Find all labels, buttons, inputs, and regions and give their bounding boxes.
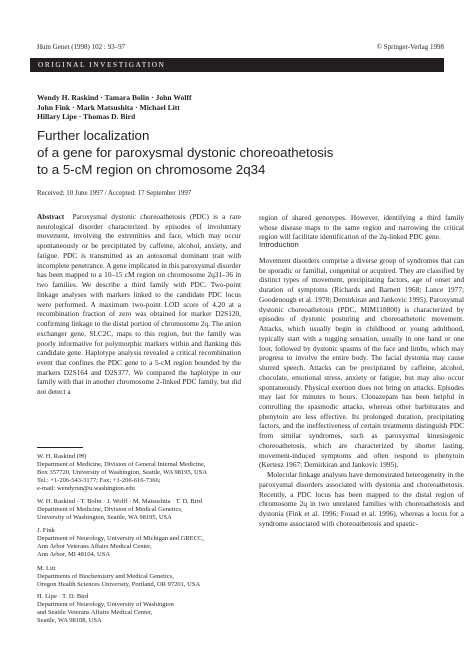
abstract-continued-text: region of shared genotypes. However, identifying a third family whose disease maps to the same region and narrowing the critical region will facilitate identification of the 2q-linked PDC gene. (259, 213, 464, 242)
affiliation-line: Ann Arbor, MI 48104, USA (37, 551, 111, 559)
affiliation-line: Department of Medicine, Division of Medical Genetics, (37, 506, 183, 514)
affiliation-block (37, 565, 241, 589)
affiliation-block (37, 593, 241, 625)
journal-citation: Hum Genet (1998) 102 : 93–97 (37, 43, 126, 51)
abstract-continued (259, 213, 464, 242)
footnote-divider (37, 447, 83, 448)
affiliation-line: Department of Neurology, University of Washington (37, 601, 174, 609)
title-line: to a 5-cM region on chromosome 2q34 (37, 162, 266, 177)
affiliation-line: Ann Arbor Veterans Affairs Medical Center, (37, 543, 152, 551)
author-list (37, 93, 192, 122)
affiliation-line: Seattle, WA 98108, USA (37, 617, 102, 625)
affiliation-line: Department of Medicine, Division of General Internal Medicine, (37, 461, 206, 469)
abstract (37, 212, 241, 397)
title-line: of a gene for paroxysmal dystonic choreoathetosis (37, 145, 334, 160)
affiliation-block (37, 527, 241, 559)
article-title (37, 127, 333, 178)
affiliation-block (37, 453, 241, 493)
received-dates: Received: 10 June 1997 / Accepted: 17 September 1997 (37, 190, 192, 197)
affiliation-line: Box 357720, University of Washington, Seattle, WA 98195, USA (37, 469, 208, 477)
affiliation-line: W. H. Raskind (✉) (37, 453, 87, 460)
section-banner: ORIGINAL INVESTIGATION (30, 58, 444, 72)
affiliation-line: H. Lipe · T. D. Bird (37, 593, 89, 600)
affiliation-line: and Seattle Veterans Affairs Medical Center, (37, 609, 153, 617)
title-line: Further localization (37, 128, 150, 143)
publisher-copyright: © Springer-Verlag 1998 (376, 43, 444, 51)
intro-paragraph: Molecular linkage analyses have demonstrated heterogeneity in the paroxysmal disorders associated with dystonia and choreoathetosis. Recently, a PDC locus has been mapped to the distal region of chromosome 2q in two unrelated families with choreoathetosis and dystonia (Fink et al. 1996; Fouad et al. 1996), whereas a locus for a syndrome associated with choreoathetosis and spastic- (259, 470, 464, 528)
affiliation-line: Tel.: +1-206-543-3177; Fax: +1-206-616-7366; (37, 477, 161, 485)
affiliation-line: Departments of Biochemistry and Medical Genetics, (37, 573, 174, 581)
abstract-text: Paroxysmal dystonic choreoathetosis (PDC) is a rare neurological disorder characterized by episodes of involuntary movement, involving the extremities and face, which may occur spontaneously or be precipitated by caffeine, alcohol, anxiety, and fatigue. PDC is transmitted as an autosomal dominant trait with incomplete penetrance. A gene implicated in this paroxysmal disorder has been mapped to a 10–15 cM region on chromosome 2q31–36 in two families. We describe a third family with PDC. Two-point linkage analyses with markers linked to the candidate PDC locus were performed. A maximum two-point LOD score of 4.20 at a recombination fraction of zero was obtained for marker D2S120, confirming linkage to the distal portion of chromosome 2q. The anion exchanger gene, SLC2C, maps to this region, but the family was poorly informative for polymorphic markers within and flanking this candidate gene. Haplotype analysis revealed a critical recombination event that confines the PDC gene to a 5-cM region bounded by the markers D2S164 and D2S377. We compared the haplotype in our family with that in another chromosome 2-linked PDC family, but did not detect a (37, 212, 242, 397)
affiliation-block (37, 498, 241, 522)
introduction-body (259, 256, 464, 529)
affiliation-line: W. H. Raskind · T. Bolin · J. Wolff · M. Matsushita · T. D. Bird (37, 498, 202, 505)
intro-paragraph: Movement disorders comprise a diverse group of syndromes that can be sporadic or familial, congenital or acquired. They are classified by distinct types of movement, precipitating factors, age of onset and duration of symptoms (Richards and Barnett 1968; Lance 1977; Goodenough et al. 1978; Demirkiran and Jankovic 1995). Paroxysmal dystonic choreoathetosis (PDC, MIM118800) is characterized by episodes of dystonic posturing and choreoathetotic movement. Attacks, which usually begin in childhood or young adulthood, typically start with a tugging sensation, usually in one hand or one foot, followed by dystonic spasms of the face and limbs, which may progress to involve the entire body. The facial dystonia may cause slurred speech. Attacks can be precipitated by caffeine, alcohol, chocolate, emotional stress, anxiety or fatigue, but may also occur spontaneously. Physical exertion does not bring on attacks. Episodes may last for minutes to hours. Clonazepam has been helpful in controlling the spasmodic attacks, whereas other barbiturates and phenytoin are less effective. Its prolonged duration, precipitating factors, and the ineffectiveness of certain treatments distinguish PDC from similar syndromes, such as paroxysmal kinesiogenic choreoathetosis, which are characterized by shorter lasting, movement-induced symptoms and often respond to phenytoin (Kertesz 1967; Demirkiran and Jankovic 1995). (259, 256, 464, 470)
affiliation-line: Department of Neurology, University of Michigan and GRECC, (37, 535, 204, 543)
introduction-heading: Introduction (259, 240, 299, 249)
affiliation-line: Oregon Health Sciences University, Portland, OR 97201, USA (37, 581, 201, 589)
author-line: John Fink · Mark Matsushita · Michael Litt (37, 102, 180, 112)
affiliation-line: J. Fink (37, 527, 55, 534)
affiliation-line: M. Litt (37, 565, 56, 572)
author-line: Hillary Lipe · Thomas D. Bird (37, 112, 136, 122)
author-line: Wendy H. Raskind · Tamara Bolin · John Wolff (37, 93, 192, 102)
affiliation-line: University of Washington, Seattle, WA 98195, USA (37, 514, 172, 522)
abstract-label: Abstract (37, 212, 65, 221)
affiliation-line: e-mail: wendyrun@u.washington.edu (37, 485, 135, 493)
